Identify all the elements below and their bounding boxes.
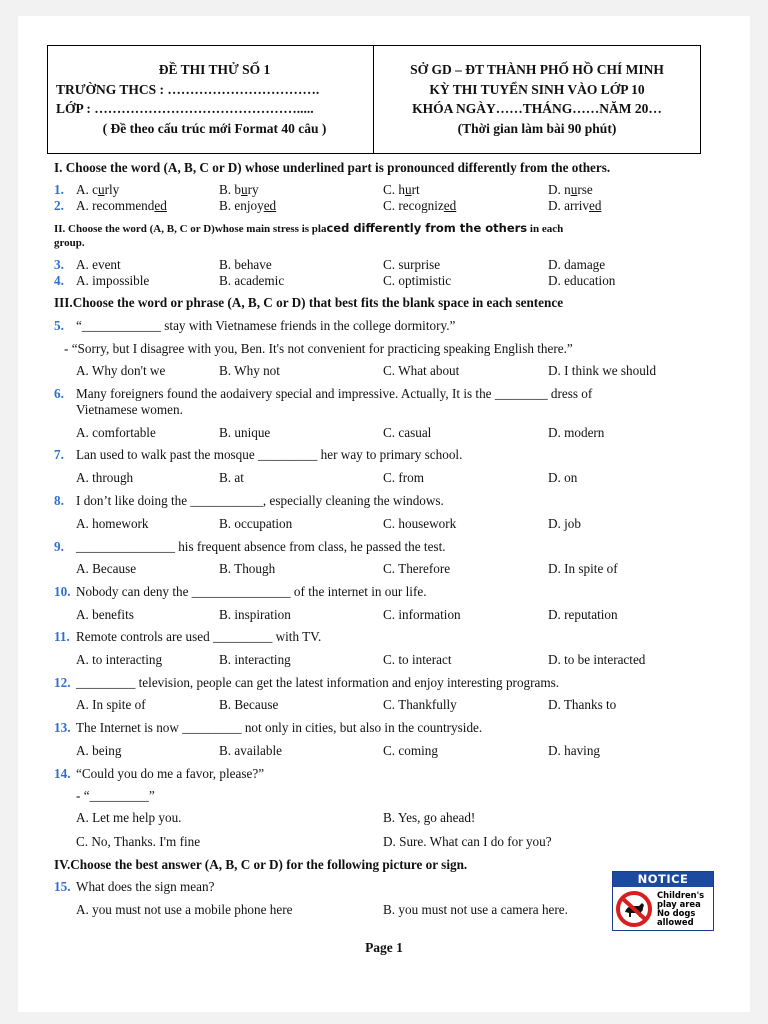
- question-text: “Could you do me a favor, please?”: [76, 766, 265, 781]
- no-dogs-icon: [613, 888, 657, 930]
- option-a: A. Why don't we: [76, 363, 166, 378]
- notice-sign: [612, 871, 714, 931]
- question-text: “____________ stay with Vietnamese friends in the college dormitory.”: [76, 318, 456, 333]
- notice-text: Children's play area No dogs allowed: [657, 890, 705, 927]
- section-2-title: II. Choose the word (A, B, C or D)whose main stress is placed differently from the others in each: [54, 221, 564, 235]
- option-b: B. behave: [219, 257, 272, 272]
- format-note: ( Đề theo cấu trúc mới Format 40 câu ): [102, 120, 327, 136]
- section-4-title: IV.Choose the best answer (A, B, C or D) for the following picture or sign.: [54, 857, 468, 872]
- option-a: A. Let me help you.: [76, 810, 182, 825]
- option-a: A. comfortable: [76, 425, 156, 440]
- option-d: D. education: [548, 273, 616, 288]
- question-text: _______________ his frequent absence from class, he passed the test.: [76, 539, 446, 554]
- option-c: C. recognized: [383, 198, 457, 213]
- question-number: 5.: [54, 318, 64, 333]
- section-3-title: III.Choose the word or phrase (A, B, C or D) that best fits the blank space in each sentence: [54, 295, 564, 310]
- option-c: C. casual: [383, 425, 432, 440]
- header-right: [374, 46, 700, 153]
- class-line: LỚP : ……………………………………….....: [56, 101, 314, 116]
- option-b: B. Though: [219, 561, 276, 576]
- option-c: C. coming: [383, 743, 438, 758]
- question-number: 4.: [54, 273, 64, 288]
- option-c: C. surprise: [383, 257, 441, 272]
- option-c: C. optimistic: [383, 273, 452, 288]
- exam-title: ĐỀ THI THỬ SỐ 1: [158, 62, 271, 77]
- question-text: I don’t like doing the ___________, especially cleaning the windows.: [76, 493, 444, 508]
- option-a: A. recommended: [76, 198, 167, 213]
- option-b: B. bury: [219, 182, 259, 197]
- option-a: A. homework: [76, 516, 149, 531]
- question-number: 2.: [54, 198, 64, 213]
- question-text-2: - “_________”: [76, 788, 155, 803]
- question-number: 12.: [54, 675, 71, 690]
- question-number: 3.: [54, 257, 64, 272]
- option-a: A. curly: [76, 182, 120, 197]
- question-number: 14.: [54, 766, 71, 781]
- question-text: Nobody can deny the _______________ of the internet in our life.: [76, 584, 427, 599]
- option-b: B. available: [219, 743, 282, 758]
- option-d: D. I think we should: [548, 363, 657, 378]
- question-number: 11.: [54, 629, 70, 644]
- question-number: 15.: [54, 879, 71, 894]
- option-d: D. having: [548, 743, 601, 758]
- option-a: A. Because: [76, 561, 137, 576]
- option-a: A. benefits: [76, 607, 134, 622]
- option-a: A. impossible: [76, 273, 150, 288]
- time-limit: (Thời gian làm bài 90 phút): [457, 120, 617, 136]
- option-b: B. Because: [219, 697, 279, 712]
- option-d: D. reputation: [548, 607, 618, 622]
- option-c: C. Therefore: [383, 561, 451, 576]
- option-d: D. damage: [548, 257, 606, 272]
- question-text: What does the sign mean?: [76, 879, 215, 894]
- exam-header: [47, 45, 701, 154]
- notice-heading: NOTICE: [613, 872, 713, 887]
- option-d: D. nurse: [548, 182, 593, 197]
- section-1-title: I. Choose the word (A, B, C or D) whose underlined part is pronounced differently from the others.: [54, 160, 611, 175]
- option-d: D. Thanks to: [548, 697, 617, 712]
- option-c: C. information: [383, 607, 461, 622]
- page-number: Page 1: [365, 940, 403, 955]
- option-a: A. through: [76, 470, 134, 485]
- option-c: C. housework: [383, 516, 457, 531]
- option-a: A. event: [76, 257, 121, 272]
- question-number: 10.: [54, 584, 71, 599]
- option-d: D. to be interacted: [548, 652, 646, 667]
- question-number: 6.: [54, 386, 64, 401]
- question-text-2: Vietnamese women.: [76, 402, 183, 417]
- option-c: C. Thankfully: [383, 697, 457, 712]
- exam-name: KỲ THI TUYỂN SINH VÀO LỚP 10: [429, 81, 645, 97]
- option-d: D. arrived: [548, 198, 602, 213]
- option-c: C. to interact: [383, 652, 452, 667]
- option-b: B. occupation: [219, 516, 293, 531]
- header-left: [48, 46, 374, 153]
- exam-date: KHÓA NGÀY……THÁNG……NĂM 20…: [412, 101, 662, 116]
- option-c: C. No, Thanks. I'm fine: [76, 834, 201, 849]
- option-d: D. modern: [548, 425, 605, 440]
- question-number: 7.: [54, 447, 64, 462]
- option-b: B. academic: [219, 273, 285, 288]
- option-b: B. unique: [219, 425, 271, 440]
- question-number: 13.: [54, 720, 71, 735]
- option-b: B. at: [219, 470, 244, 485]
- question-number: 9.: [54, 539, 64, 554]
- option-c: C. from: [383, 470, 425, 485]
- option-d: D. job: [548, 516, 581, 531]
- department: SỞ GD – ĐT THÀNH PHỐ HỒ CHÍ MINH: [410, 62, 664, 77]
- question-text: Many foreigners found the aodaivery special and impressive. Actually, It is the ________ dress of: [76, 386, 593, 401]
- question-number: 8.: [54, 493, 64, 508]
- option-a: A. you must not use a mobile phone here: [76, 902, 293, 917]
- question-text: Remote controls are used _________ with TV.: [76, 629, 322, 644]
- option-b: B. interacting: [219, 652, 291, 667]
- option-c: C. What about: [383, 363, 460, 378]
- question-text: Lan used to walk past the mosque _________ her way to primary school.: [76, 447, 463, 462]
- school-line: TRƯỜNG THCS : …………………………….: [56, 81, 320, 97]
- option-b: B. Yes, go ahead!: [383, 810, 476, 825]
- option-b: B. Why not: [219, 363, 280, 378]
- section-2-title-cont: group.: [54, 237, 85, 249]
- option-d: D. In spite of: [548, 561, 618, 576]
- option-b: B. you must not use a camera here.: [383, 902, 568, 917]
- option-a: A. In spite of: [76, 697, 146, 712]
- notice-body: [613, 888, 713, 930]
- option-d: D. on: [548, 470, 578, 485]
- option-d: D. Sure. What can I do for you?: [383, 834, 552, 849]
- question-text-2: - “Sorry, but I disagree with you, Ben. It's not convenient for practicing speaking English there.”: [64, 341, 573, 356]
- option-c: C. hurt: [383, 182, 420, 197]
- question-text: _________ television, people can get the latest information and enjoy interesting programs.: [76, 675, 560, 690]
- question-text: The Internet is now _________ not only in cities, but also in the countryside.: [76, 720, 483, 735]
- question-number: 1.: [54, 182, 64, 197]
- option-b: B. inspiration: [219, 607, 291, 622]
- option-a: A. being: [76, 743, 122, 758]
- option-b: B. enjoyed: [219, 198, 277, 213]
- option-a: A. to interacting: [76, 652, 163, 667]
